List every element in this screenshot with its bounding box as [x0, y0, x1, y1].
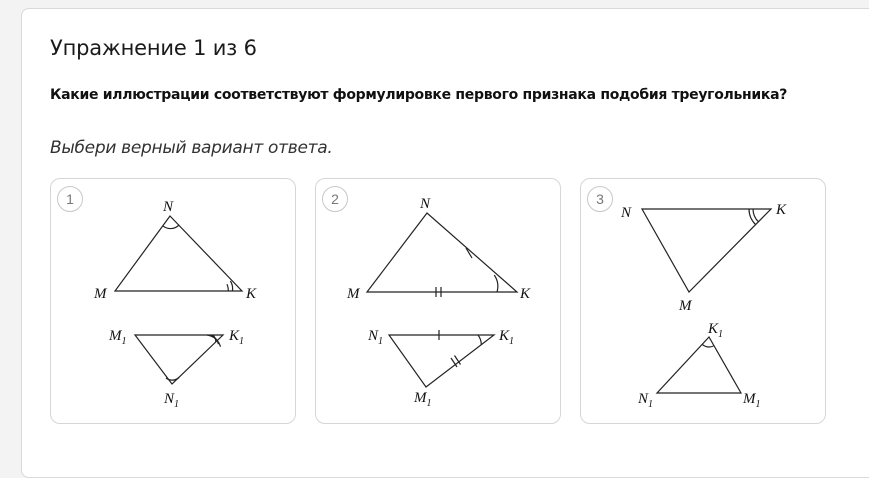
option-number-badge: 1: [57, 186, 83, 212]
triangle-nmk: [346, 196, 531, 302]
vertex-label: $K_1$: [708, 321, 724, 340]
triangle-n1k1m1: [367, 328, 514, 409]
triangle-nmk: [93, 199, 257, 302]
vertex-label: M: [347, 286, 360, 302]
vertex-label: M: [94, 286, 107, 302]
vertex-label: $M_1$: [109, 328, 127, 347]
vertex-label: $M_1$: [743, 391, 761, 410]
vertex-label: N: [621, 205, 632, 221]
vertex-label: K: [776, 202, 787, 218]
vertex-label: $N_1$: [638, 391, 654, 410]
option-number-badge: 3: [587, 186, 613, 212]
vertex-label: K: [246, 286, 257, 302]
vertex-label: M: [679, 298, 692, 314]
vertex-label: K: [520, 286, 531, 302]
vertex-label: $K_1$: [499, 328, 515, 347]
question-text: Какие иллюстрации соответствуют формулировке первого признака подобия треугольника?: [50, 87, 788, 103]
option-1-illustration: [51, 179, 297, 425]
answer-option-1[interactable]: [50, 178, 296, 424]
triangle-m1k1n1: [108, 328, 244, 410]
vertex-label: $N_1$: [368, 328, 384, 347]
vertex-label: $K_1$: [229, 328, 245, 347]
answer-option-3[interactable]: [580, 178, 826, 424]
vertex-label: N: [163, 199, 174, 215]
option-number-badge: 2: [322, 186, 348, 212]
option-2-illustration: [316, 179, 562, 425]
vertex-label: $M_1$: [414, 390, 432, 409]
triangle-nkm: [620, 202, 787, 314]
option-3-illustration: [581, 179, 827, 425]
instruction-text: Выбери верный вариант ответа.: [50, 138, 333, 158]
answer-option-2[interactable]: [315, 178, 561, 424]
vertex-label: $N_1$: [164, 391, 180, 410]
vertex-label: N: [420, 196, 431, 212]
exercise-title: Упражнение 1 из 6: [50, 36, 257, 60]
triangle-k1n1m1: [637, 321, 761, 410]
